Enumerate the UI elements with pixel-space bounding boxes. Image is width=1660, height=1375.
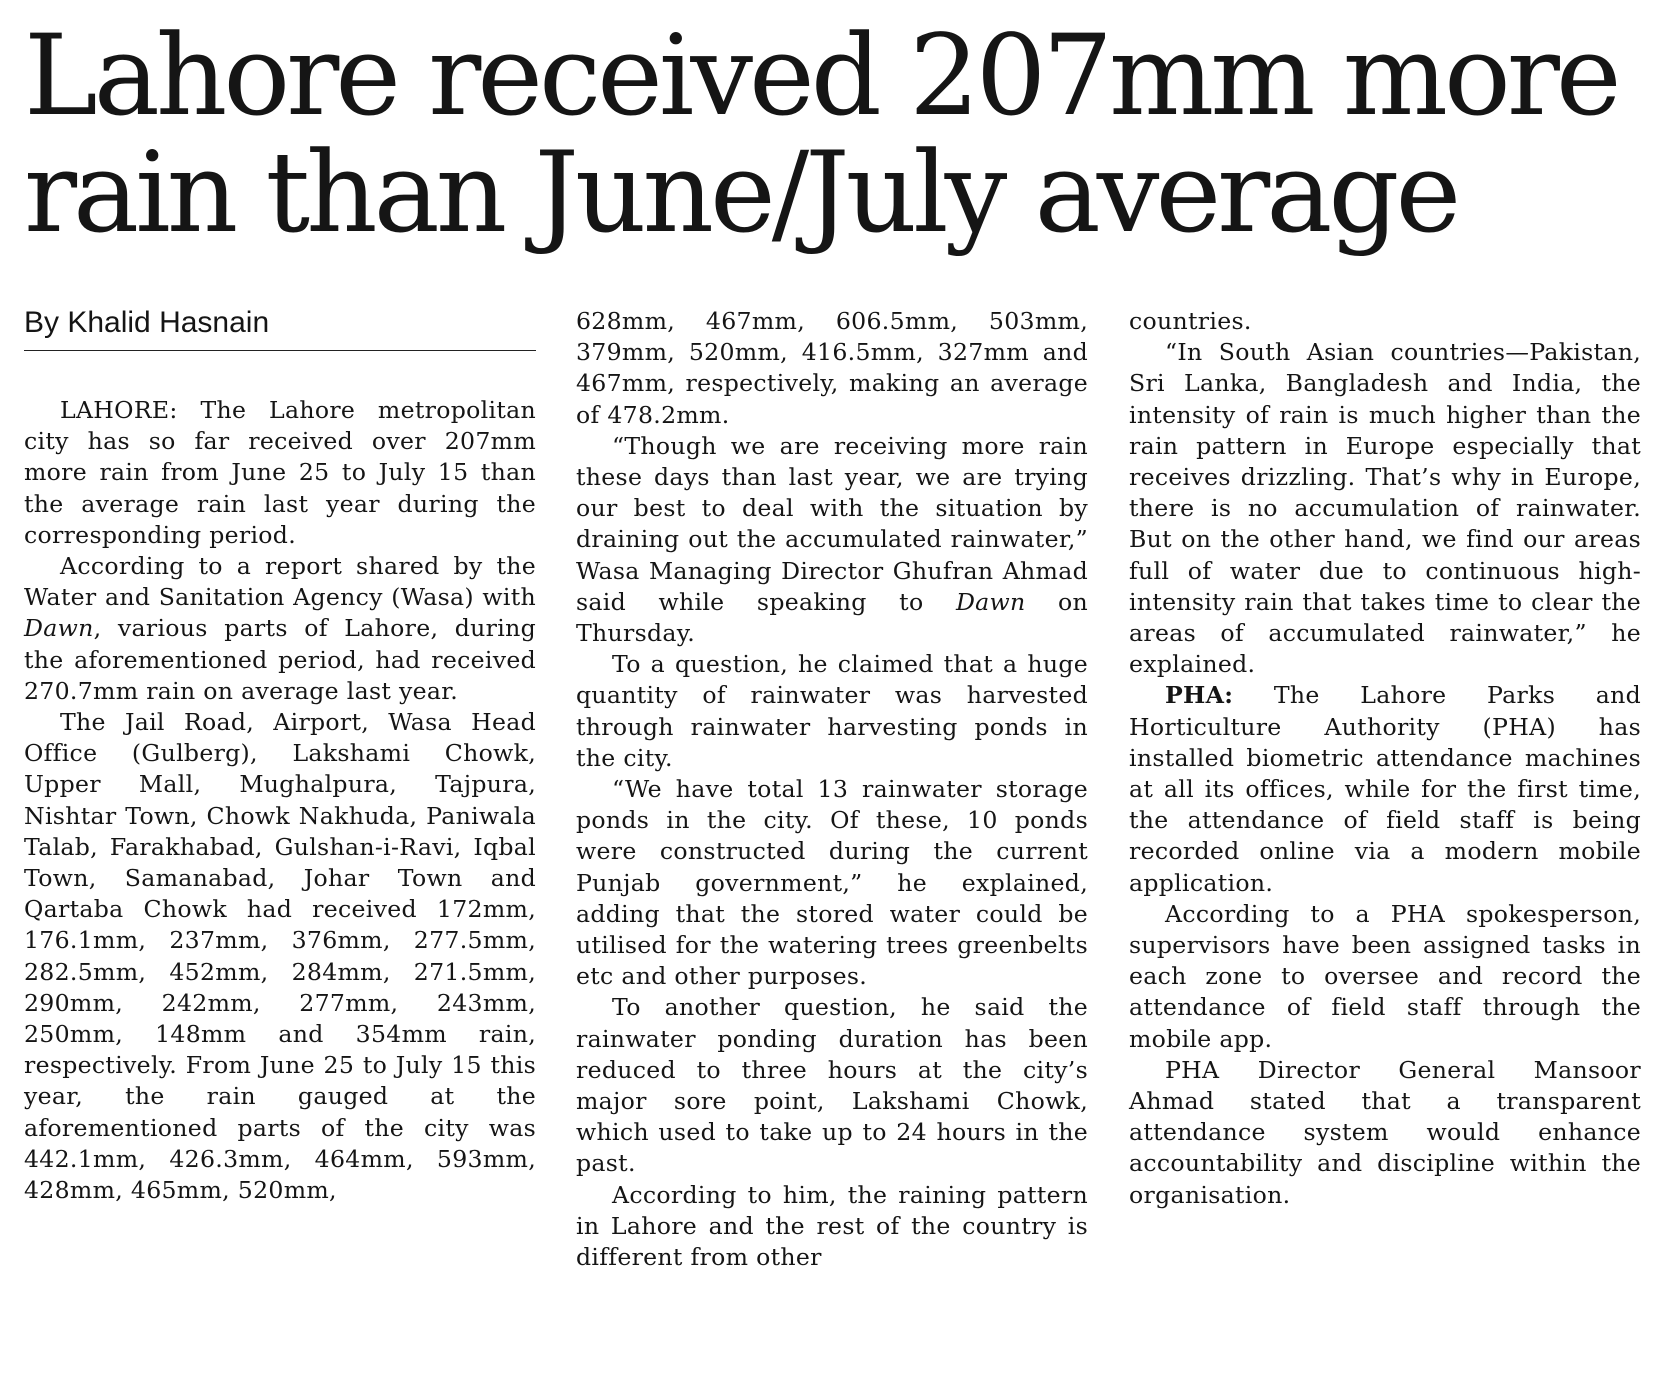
article-paragraph-9: “In South Asian countries—Pakistan, Sri Lanka, Bangladesh and India, the intensity of rain is much higher than the rain pattern in Europe especially that receives drizzling. That’s why in Europe, there is no accumulation of rainwater. But on the other hand, we find our areas full of water due to continuous high-intensity rain that takes time to clear the areas of accumulated rainwater,” he explained.	[1129, 338, 1641, 679]
article-paragraph-6: “We have total 13 rainwater storage ponds in the city. Of these, 10 ponds were constructed during the current Punjab government,” he explained, adding that the stored water could be utilised for the watering trees greenbelts etc and other purposes.	[576, 775, 1088, 991]
byline: By Khalid Hasnain	[24, 306, 536, 351]
publication-name: Dawn	[24, 614, 94, 643]
subhead-pha: PHA:	[1165, 681, 1234, 710]
article-paragraph-4	[576, 431, 1088, 649]
paragraph-10-text: The Lahore Parks and Horticulture Authority (PHA) has installed biometric attendance machines at all its offices, while for the first time, the attendance of field staff is being recorded online via a modern mobile application.	[1129, 681, 1641, 897]
article-paragraph-7: To another question, he said the rainwater ponding duration has been reduced to three hours at the city’s major sore point, Lakshami Chowk, which used to take up to 24 hours in the past.	[576, 993, 1088, 1178]
article-paragraph-8: According to him, the raining pattern in Lahore and the rest of the country is different from other	[576, 1180, 1088, 1272]
paragraph-2-text-b: , various parts of Lahore, during the aforementioned period, had received 270.7mm rain on average last year.	[24, 614, 536, 705]
article-paragraph-11: According to a PHA spokesperson, supervisors have been assigned tasks in each zone to oversee and record the attendance of field staff through the mobile app.	[1129, 899, 1641, 1053]
paragraph-4-text-a: “Though we are receiving more rain these days than last year, we are trying our best to deal with the situation by draining out the accumulated rainwater,” Wasa Managing Director Ghufran Ahmad said while speaking to	[576, 431, 1088, 616]
article-paragraph-8-continued: countries.	[1129, 307, 1252, 335]
article-paragraph-2	[24, 551, 536, 707]
publication-name-2: Dawn	[955, 587, 1026, 616]
dateline: LAHORE:	[60, 396, 178, 424]
paragraph-1-text: The Lahore metropolitan city has so far received over 207mm more rain from June 25 to July 15 than the average rain last year during the corresponding period.	[24, 396, 536, 549]
paragraph-2-text-a: According to a report shared by the Water and Sanitation Agency (Wasa) with	[24, 552, 536, 612]
article-column-2	[576, 306, 1088, 1273]
article-paragraph-1	[24, 395, 536, 551]
article-paragraph-3-continued: 628mm, 467mm, 606.5mm, 503mm, 379mm, 520mm, 416.5mm, 327mm and 467mm, respectively, making an average of 478.2mm.	[576, 307, 1088, 429]
paragraph-4-text-b: on Thursday.	[576, 587, 1088, 648]
article-column-1	[24, 306, 536, 1206]
headline-line-1: Lahore received 207mm more	[24, 12, 1618, 141]
article-paragraph-5: To a question, he claimed that a huge quantity of rainwater was harvested through rainwater harvesting ponds in the city.	[576, 650, 1088, 772]
article-paragraph-3: The Jail Road, Airport, Wasa Head Office (Gulberg), Lakshami Chowk, Upper Mall, Mughalpura, Tajpura, Nishtar Town, Chowk Nakhuda, Paniwala Talab, Farakhabad, Gulshan-i-Ravi, Iqbal Town, Samanabad, Johar Town and Qartaba Chowk had received 172mm, 176.1mm, 237mm, 376mm, 277.5mm, 282.5mm, 452mm, 284mm, 271.5mm, 290mm, 242mm, 277mm, 243mm, 250mm, 148mm and 354mm rain, respectively. From June 25 to July 15 this year, the rain gauged at the aforementioned parts of the city was 442.1mm, 426.3mm, 464mm, 593mm, 428mm, 465mm, 520mm,	[24, 708, 536, 1205]
article-column-3	[1129, 306, 1641, 1211]
headline-line-2: rain than June/July average	[24, 129, 1458, 258]
headline	[24, 12, 1644, 258]
article-paragraph-12: PHA Director General Mansoor Ahmad stated that a transparent attendance system would enhance accountability and discipline within the organisation.	[1129, 1055, 1641, 1209]
article-paragraph-10	[1129, 680, 1641, 898]
